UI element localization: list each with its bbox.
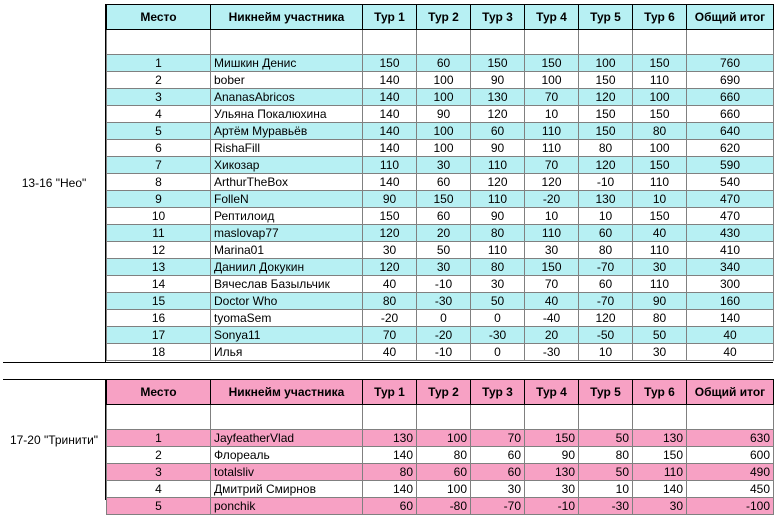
table-row [107,498,774,515]
table-row [107,225,774,242]
place-cell: 2 [107,447,211,464]
round-score-cell: 60 [471,123,525,140]
header-cell: Никнейм участника [211,5,363,30]
nickname-cell: Ульяна Покалюхина [211,106,363,123]
round-score-cell: 120 [471,106,525,123]
round-score-cell: -80 [417,498,471,515]
round-score-cell: 80 [471,225,525,242]
round-score-cell: -70 [579,259,633,276]
table-row [107,191,774,208]
empty-cell [471,405,525,430]
place-cell: 9 [107,191,211,208]
round-score-cell: 10 [525,208,579,225]
round-score-cell: 70 [525,157,579,174]
table-row [107,447,774,464]
total-cell: 660 [687,106,774,123]
round-score-cell: 150 [633,208,687,225]
place-cell: 8 [107,174,211,191]
round-score-cell: 10 [579,481,633,498]
round-score-cell: 150 [579,106,633,123]
round-score-cell: -10 [417,276,471,293]
header-cell: Тур 6 [633,5,687,30]
round-score-cell: 120 [525,174,579,191]
round-score-cell: 100 [417,140,471,157]
round-score-cell: 120 [579,310,633,327]
group-label-trinity [3,380,106,500]
round-score-cell: 30 [525,481,579,498]
table-row [107,276,774,293]
round-score-cell: 110 [525,123,579,140]
total-cell: 140 [687,310,774,327]
round-score-cell: 10 [579,208,633,225]
place-cell: 1 [107,430,211,447]
total-cell: 760 [687,55,774,72]
round-score-cell: 50 [417,242,471,259]
round-score-cell: 0 [471,310,525,327]
total-cell: 620 [687,140,774,157]
round-score-cell: 60 [417,208,471,225]
round-score-cell: 60 [471,447,525,464]
place-cell: 15 [107,293,211,310]
place-cell: 6 [107,140,211,157]
table-row [107,259,774,276]
round-score-cell: 120 [579,157,633,174]
round-score-cell: 30 [633,344,687,361]
round-score-cell: -50 [579,327,633,344]
table-row [107,174,774,191]
round-score-cell: 150 [525,430,579,447]
round-score-cell: 100 [633,89,687,106]
nickname-cell: RishaFill [211,140,363,157]
empty-cell [687,30,774,55]
round-score-cell: -20 [417,327,471,344]
round-score-cell: -30 [579,498,633,515]
round-score-cell: 100 [417,430,471,447]
header-cell: Место [107,380,211,405]
round-score-cell: 50 [579,430,633,447]
round-score-cell: 30 [417,259,471,276]
round-score-cell: 140 [633,481,687,498]
round-score-cell: 0 [417,310,471,327]
round-score-cell: 150 [363,208,417,225]
header-cell: Тур 1 [363,380,417,405]
empty-cell [107,30,211,55]
round-score-cell: 80 [633,123,687,140]
total-cell: 490 [687,464,774,481]
place-cell: 4 [107,481,211,498]
round-score-cell: -10 [417,344,471,361]
header-cell: Общий итог [687,380,774,405]
round-score-cell: 70 [525,276,579,293]
round-score-cell: 20 [417,225,471,242]
round-score-cell: 150 [633,447,687,464]
empty-cell [525,405,579,430]
nickname-cell: Doctor Who [211,293,363,310]
table-row [107,89,774,106]
table-row [107,157,774,174]
round-score-cell: 150 [633,106,687,123]
round-score-cell: 30 [417,157,471,174]
round-score-cell: 140 [363,447,417,464]
nickname-cell: Хикозар [211,157,363,174]
round-score-cell: 60 [579,225,633,242]
header-cell: Тур 6 [633,380,687,405]
nickname-cell: AnanasAbricos [211,89,363,106]
round-score-cell: 90 [417,106,471,123]
place-cell: 3 [107,89,211,106]
round-score-cell: 110 [471,242,525,259]
round-score-cell: 120 [579,89,633,106]
round-score-cell: 90 [471,208,525,225]
header-cell: Тур 3 [471,380,525,405]
nickname-cell: ArthurTheBox [211,174,363,191]
round-score-cell: 70 [525,89,579,106]
place-cell: 5 [107,123,211,140]
round-score-cell: 100 [525,72,579,89]
round-score-cell: -70 [579,293,633,310]
round-score-cell: 90 [471,72,525,89]
nickname-cell: Sonya11 [211,327,363,344]
round-score-cell: 150 [579,72,633,89]
round-score-cell: 130 [525,464,579,481]
place-cell: 13 [107,259,211,276]
results-table-trinity [106,379,774,515]
round-score-cell: 110 [633,276,687,293]
round-score-cell: 130 [579,191,633,208]
round-score-cell: 140 [363,89,417,106]
empty-cell [417,405,471,430]
total-cell: 410 [687,242,774,259]
round-score-cell: 30 [633,498,687,515]
round-score-cell: 60 [417,464,471,481]
round-score-cell: 150 [633,157,687,174]
empty-cell [363,405,417,430]
header-cell: Тур 2 [417,380,471,405]
round-score-cell: 90 [471,140,525,157]
header-cell: Общий итог [687,5,774,30]
empty-cell [107,405,211,430]
blank-row [107,30,774,55]
header-cell: Тур 3 [471,5,525,30]
nickname-cell: totalsliv [211,464,363,481]
place-cell: 7 [107,157,211,174]
total-cell: 40 [687,327,774,344]
round-score-cell: 40 [525,293,579,310]
table-row [107,327,774,344]
table-row [107,123,774,140]
table-row [107,72,774,89]
empty-cell [687,405,774,430]
place-cell: 11 [107,225,211,242]
group-label-neo-text: 13-16 "Нео" [21,176,87,190]
round-score-cell: 30 [525,242,579,259]
round-score-cell: 100 [579,55,633,72]
table-row [107,481,774,498]
round-score-cell: -20 [525,191,579,208]
round-score-cell: 40 [363,276,417,293]
table-row [107,106,774,123]
table-row [107,310,774,327]
total-cell: 660 [687,89,774,106]
round-score-cell: 100 [417,123,471,140]
nickname-cell: Вячеслав Базыльчик [211,276,363,293]
round-score-cell: 150 [417,191,471,208]
empty-cell [211,405,363,430]
place-cell: 2 [107,72,211,89]
round-score-cell: 80 [417,447,471,464]
round-score-cell: 80 [363,293,417,310]
nickname-cell: Даниил Докукин [211,259,363,276]
round-score-cell: 70 [471,430,525,447]
total-cell: 690 [687,72,774,89]
round-score-cell: 120 [363,259,417,276]
round-score-cell: 10 [633,191,687,208]
round-score-cell: -40 [525,310,579,327]
total-cell: 600 [687,447,774,464]
round-score-cell: 30 [471,481,525,498]
round-score-cell: 140 [363,174,417,191]
place-cell: 12 [107,242,211,259]
round-score-cell: 120 [471,174,525,191]
blank-row [107,405,774,430]
round-score-cell: 110 [525,225,579,242]
total-cell: 300 [687,276,774,293]
round-score-cell: 150 [471,55,525,72]
place-cell: 16 [107,310,211,327]
table-row [107,208,774,225]
header-cell: Тур 4 [525,380,579,405]
round-score-cell: 100 [417,72,471,89]
round-score-cell: -10 [525,498,579,515]
group-label-neo [3,4,106,362]
round-score-cell: 150 [579,123,633,140]
round-score-cell: 90 [363,191,417,208]
round-score-cell: 130 [363,430,417,447]
round-score-cell: 110 [633,72,687,89]
group-separator [3,362,773,363]
round-score-cell: 150 [633,55,687,72]
round-score-cell: 80 [471,259,525,276]
round-score-cell: 60 [471,464,525,481]
empty-cell [211,30,363,55]
round-score-cell: 60 [363,498,417,515]
group-label-trinity-text: 17-20 "Тринити" [9,433,99,447]
round-score-cell: 20 [525,327,579,344]
round-score-cell: 80 [363,464,417,481]
empty-cell [633,30,687,55]
round-score-cell: 0 [471,344,525,361]
round-score-cell: 70 [363,327,417,344]
round-score-cell: 100 [417,89,471,106]
round-score-cell: 90 [525,447,579,464]
table-row [107,140,774,157]
total-cell: 340 [687,259,774,276]
nickname-cell: Артём Муравьёв [211,123,363,140]
total-cell: 40 [687,344,774,361]
round-score-cell: 150 [363,55,417,72]
round-score-cell: -30 [525,344,579,361]
round-score-cell: 40 [363,344,417,361]
round-score-cell: 60 [417,174,471,191]
round-score-cell: 130 [633,430,687,447]
empty-cell [579,30,633,55]
round-score-cell: 30 [363,242,417,259]
total-cell: 430 [687,225,774,242]
header-cell: Тур 5 [579,5,633,30]
header-cell: Тур 5 [579,380,633,405]
total-cell: 590 [687,157,774,174]
round-score-cell: 140 [363,72,417,89]
round-score-cell: 80 [633,310,687,327]
empty-cell [471,30,525,55]
round-score-cell: 90 [633,293,687,310]
round-score-cell: 110 [471,191,525,208]
empty-cell [579,405,633,430]
place-cell: 4 [107,106,211,123]
round-score-cell: 30 [633,259,687,276]
nickname-cell: Флореаль [211,447,363,464]
round-score-cell: 110 [633,464,687,481]
place-cell: 18 [107,344,211,361]
place-cell: 3 [107,464,211,481]
header-row [107,5,774,30]
round-score-cell: 50 [579,464,633,481]
round-score-cell: 100 [633,140,687,157]
table-row [107,242,774,259]
empty-cell [633,405,687,430]
nickname-cell: Marina01 [211,242,363,259]
table-row [107,430,774,447]
round-score-cell: 150 [525,259,579,276]
round-score-cell: 150 [525,55,579,72]
nickname-cell: Илья [211,344,363,361]
round-score-cell: 50 [633,327,687,344]
header-cell: Место [107,5,211,30]
total-cell: 640 [687,123,774,140]
round-score-cell: 60 [417,55,471,72]
round-score-cell: 40 [633,225,687,242]
total-cell: 450 [687,481,774,498]
header-row [107,380,774,405]
nickname-cell: tyomaSem [211,310,363,327]
round-score-cell: -10 [579,174,633,191]
total-cell: 160 [687,293,774,310]
header-cell: Тур 1 [363,5,417,30]
place-cell: 17 [107,327,211,344]
place-cell: 14 [107,276,211,293]
round-score-cell: 80 [579,242,633,259]
empty-cell [525,30,579,55]
nickname-cell: FolleN [211,191,363,208]
round-score-cell: 60 [579,276,633,293]
nickname-cell: Мишкин Денис [211,55,363,72]
results-table-neo [106,4,774,361]
total-cell: 470 [687,191,774,208]
round-score-cell: 110 [471,157,525,174]
table-row [107,293,774,310]
group-separator [3,379,106,380]
nickname-cell: bober [211,72,363,89]
round-score-cell: 140 [363,123,417,140]
round-score-cell: 110 [525,140,579,157]
place-cell: 10 [107,208,211,225]
round-score-cell: 80 [579,140,633,157]
nickname-cell: Дмитрий Смирнов [211,481,363,498]
total-cell: 540 [687,174,774,191]
header-cell: Никнейм участника [211,380,363,405]
nickname-cell: maslovap77 [211,225,363,242]
round-score-cell: 110 [633,242,687,259]
round-score-cell: 10 [525,106,579,123]
nickname-cell: Рептилоид [211,208,363,225]
round-score-cell: 30 [471,276,525,293]
round-score-cell: 10 [579,344,633,361]
round-score-cell: 140 [363,140,417,157]
header-cell: Тур 2 [417,5,471,30]
total-cell: 470 [687,208,774,225]
round-score-cell: 110 [363,157,417,174]
table-row [107,344,774,361]
total-cell: 630 [687,430,774,447]
total-cell: -100 [687,498,774,515]
header-cell: Тур 4 [525,5,579,30]
round-score-cell: 110 [633,174,687,191]
place-cell: 5 [107,498,211,515]
round-score-cell: 120 [363,225,417,242]
place-cell: 1 [107,55,211,72]
empty-cell [363,30,417,55]
round-score-cell: 80 [579,447,633,464]
table-row [107,464,774,481]
round-score-cell: -30 [417,293,471,310]
round-score-cell: 130 [471,89,525,106]
round-score-cell: 100 [417,481,471,498]
round-score-cell: 140 [363,481,417,498]
empty-cell [417,30,471,55]
table-row [107,55,774,72]
round-score-cell: 50 [471,293,525,310]
round-score-cell: 140 [363,106,417,123]
round-score-cell: -30 [471,327,525,344]
round-score-cell: -70 [471,498,525,515]
nickname-cell: JayfeatherVlad [211,430,363,447]
round-score-cell: -20 [363,310,417,327]
nickname-cell: ponchik [211,498,363,515]
